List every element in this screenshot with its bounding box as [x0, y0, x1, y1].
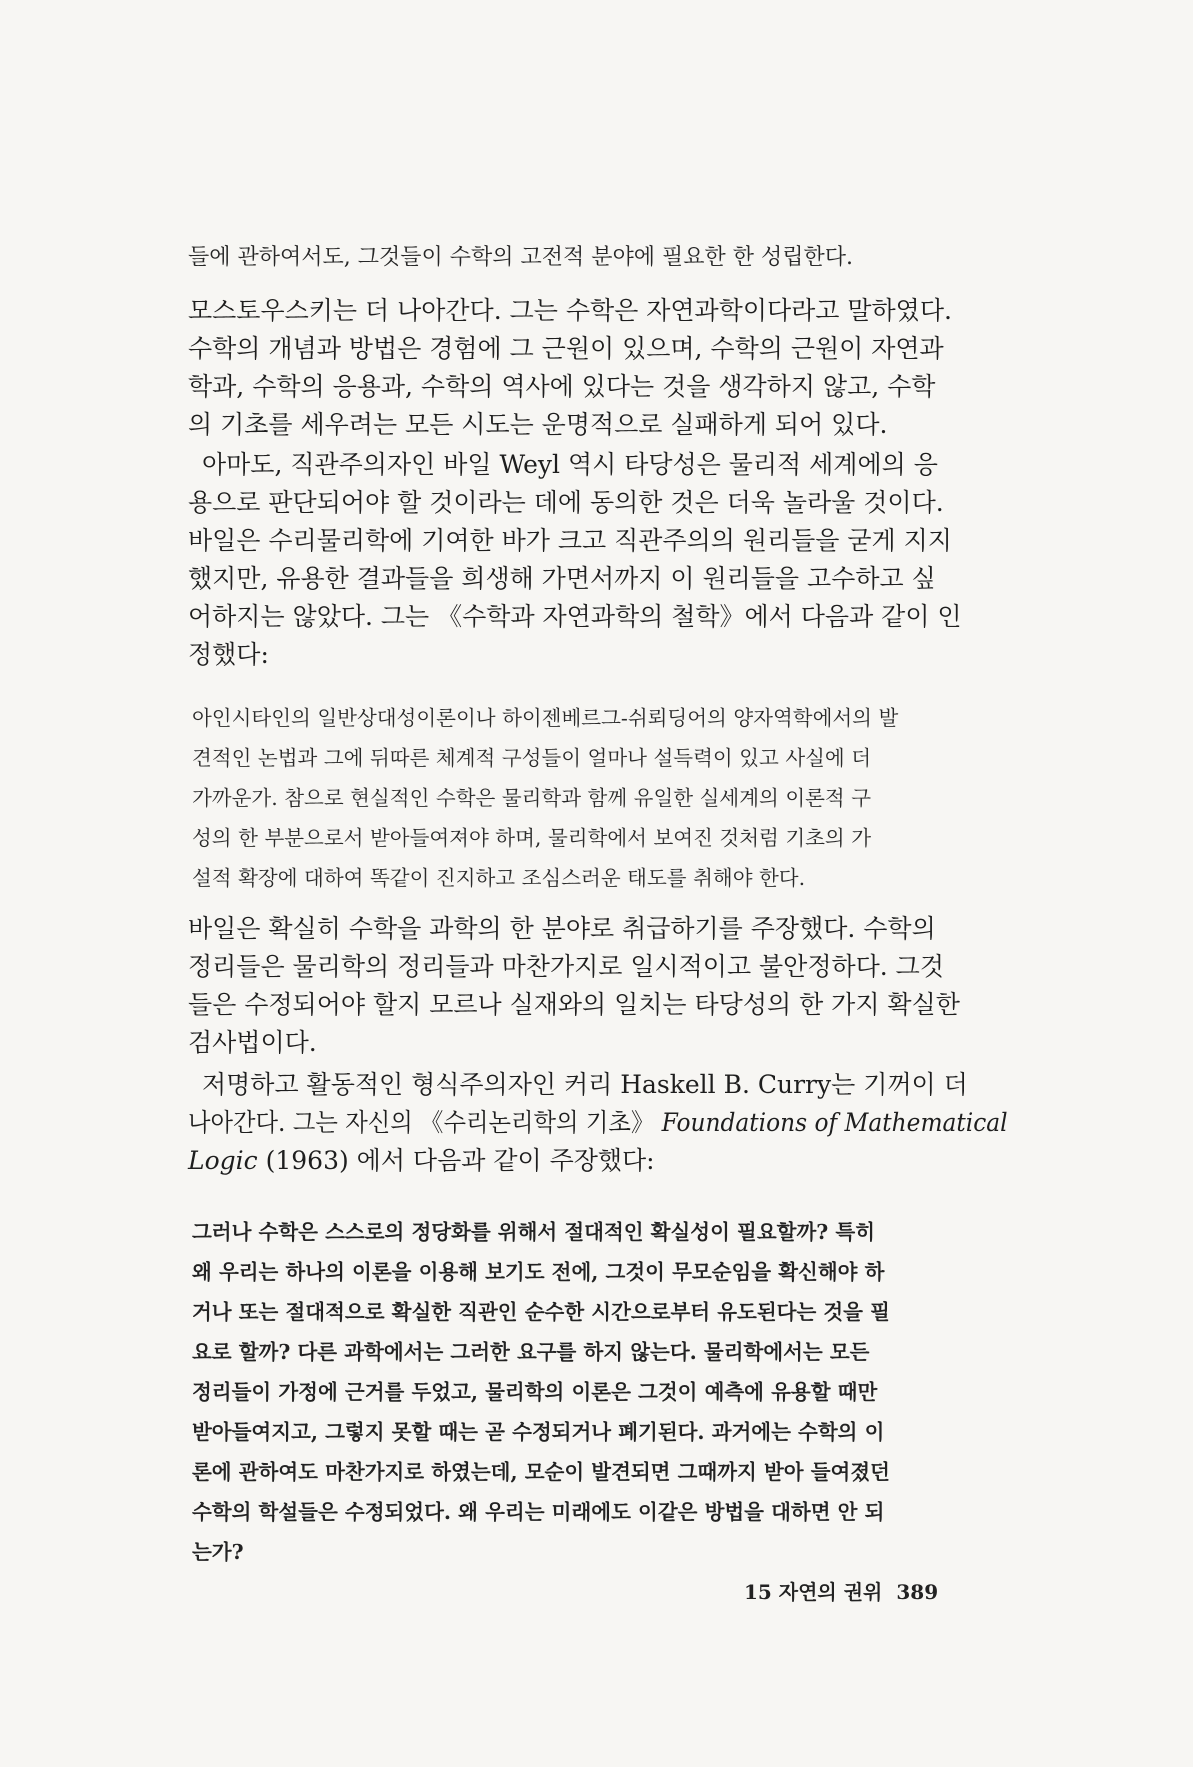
continuation-line: [188, 238, 1008, 278]
text-line: 학과, 수학의 응용과, 수학의 역사에 있다는 것을 생각하지 않고, 수학: [188, 372, 936, 401]
text-line: 바일은 수리물리학에 기여한 바가 크고 직관주의의 원리들을 굳게 지지: [188, 526, 952, 555]
text-line: 바일은 확실히 수학을 과학의 한 분야로 취급하기를 주장했다. 수학의: [188, 914, 936, 943]
block-quote-weyl: [192, 698, 1004, 898]
text-line: 들에 관하여서도, 그것들이 수학의 고전적 분야에 필요한 한 성립한다.: [188, 245, 853, 270]
text-line: 정했다:: [188, 640, 269, 669]
book-title-english: Foundations of Mathematical: [661, 1108, 1008, 1137]
text-line: 검사법이다.: [188, 1028, 317, 1057]
quote-line: 거나 또는 절대적으로 확실한 직관인 순수한 시간으로부터 유도된다는 것을 필: [192, 1300, 890, 1324]
text-line: 들은 수정되어야 할지 모르나 실재와의 일치는 타당성의 한 가지 확실한: [188, 990, 960, 1019]
quote-line: 견적인 논법과 그에 뒤따른 체계적 구성들이 얼마나 설득력이 있고 사실에 더: [192, 746, 872, 770]
text-line: 저명하고 활동적인 형식주의자인 커리 Haskell B. Curry는 기꺼이 더: [202, 1070, 968, 1099]
quote-line: 설적 확장에 대하여 똑같이 진지하고 조심스러운 태도를 취해야 한다.: [192, 866, 806, 890]
text-segment: (1963) 에서 다음과 같이 주장했다:: [257, 1146, 655, 1175]
text-line: 수학의 개념과 방법은 경험에 그 근원이 있으며, 수학의 근원이 자연과: [188, 334, 944, 363]
quote-line: 아인시타인의 일반상대성이론이나 하이젠베르그-쉬뢰딩어의 양자역학에서의 발: [192, 706, 899, 730]
quote-line: 론에 관하여도 마찬가지로 하였는데, 모순이 발견되면 그때까지 받아 들여졌던: [192, 1460, 890, 1484]
text-line: 했지만, 유용한 결과들을 희생해 가면서까지 이 원리들을 고수하고 싶: [188, 564, 936, 593]
page-footer: [744, 1576, 952, 1605]
quote-line: 정리들이 가정에 근거를 두었고, 물리학의 이론은 그것이 예측에 유용할 때만: [192, 1380, 878, 1404]
paragraph-curry: [188, 1066, 1008, 1180]
text-segment: 나아간다. 그는 자신의 《수리논리학의 기초》: [188, 1108, 662, 1137]
quote-line: 수학의 학설들은 수정되었다. 왜 우리는 미래에도 이같은 방법을 대하면 안 되: [192, 1500, 885, 1524]
quote-line: 가까운가. 참으로 현실적인 수학은 물리학과 함께 유일한 실세계의 이론적 구: [192, 786, 872, 810]
quote-line: 는가?: [192, 1540, 244, 1564]
quote-line: 요로 할까? 다른 과학에서는 그러한 요구를 하지 않는다. 물리학에서는 모든: [192, 1340, 870, 1364]
book-title-english-cont: Logic: [188, 1146, 258, 1175]
block-quote-curry: [192, 1212, 1004, 1572]
text-line: [188, 1142, 1008, 1180]
text-line: 아마도, 직관주의자인 바일 Weyl 역시 타당성은 물리적 세계에의 응: [202, 450, 938, 479]
quote-line: 받아들여지고, 그렇지 못할 때는 곧 수정되거나 폐기된다. 과거에는 수학의 이: [192, 1420, 885, 1444]
text-line: 정리들은 물리학의 정리들과 마찬가지로 일시적이고 불안정하다. 그것: [188, 952, 944, 981]
text-line: 모스토우스키는 더 나아간다. 그는 수학은 자연과학이다라고 말하였다.: [188, 296, 952, 325]
text-line: [188, 1104, 1008, 1142]
paragraph-weyl: [188, 446, 1008, 674]
quote-line: 성의 한 부분으로서 받아들여져야 하며, 물리학에서 보여진 것처럼 기초의 가: [192, 826, 872, 850]
text-line: 용으로 판단되어야 할 것이라는 데에 동의한 것은 더욱 놀라울 것이다.: [188, 488, 944, 517]
paragraph-mostowski: [188, 292, 1008, 444]
quote-line: 그러나 수학은 스스로의 정당화를 위해서 절대적인 확실성이 필요할까? 특히: [192, 1220, 875, 1244]
text-line: 의 기초를 세우려는 모든 시도는 운명적으로 실패하게 되어 있다.: [188, 410, 888, 439]
page-number: 389: [896, 1580, 939, 1604]
running-footer-chapter: 15 자연의 권위: [744, 1580, 883, 1604]
quote-line: 왜 우리는 하나의 이론을 이용해 보기도 전에, 그것이 무모순임을 확신해야 하: [192, 1260, 885, 1284]
paragraph-weyl-science: [188, 910, 1008, 1062]
text-line: 어하지는 않았다. 그는 《수학과 자연과학의 철학》에서 다음과 같이 인: [188, 602, 962, 631]
